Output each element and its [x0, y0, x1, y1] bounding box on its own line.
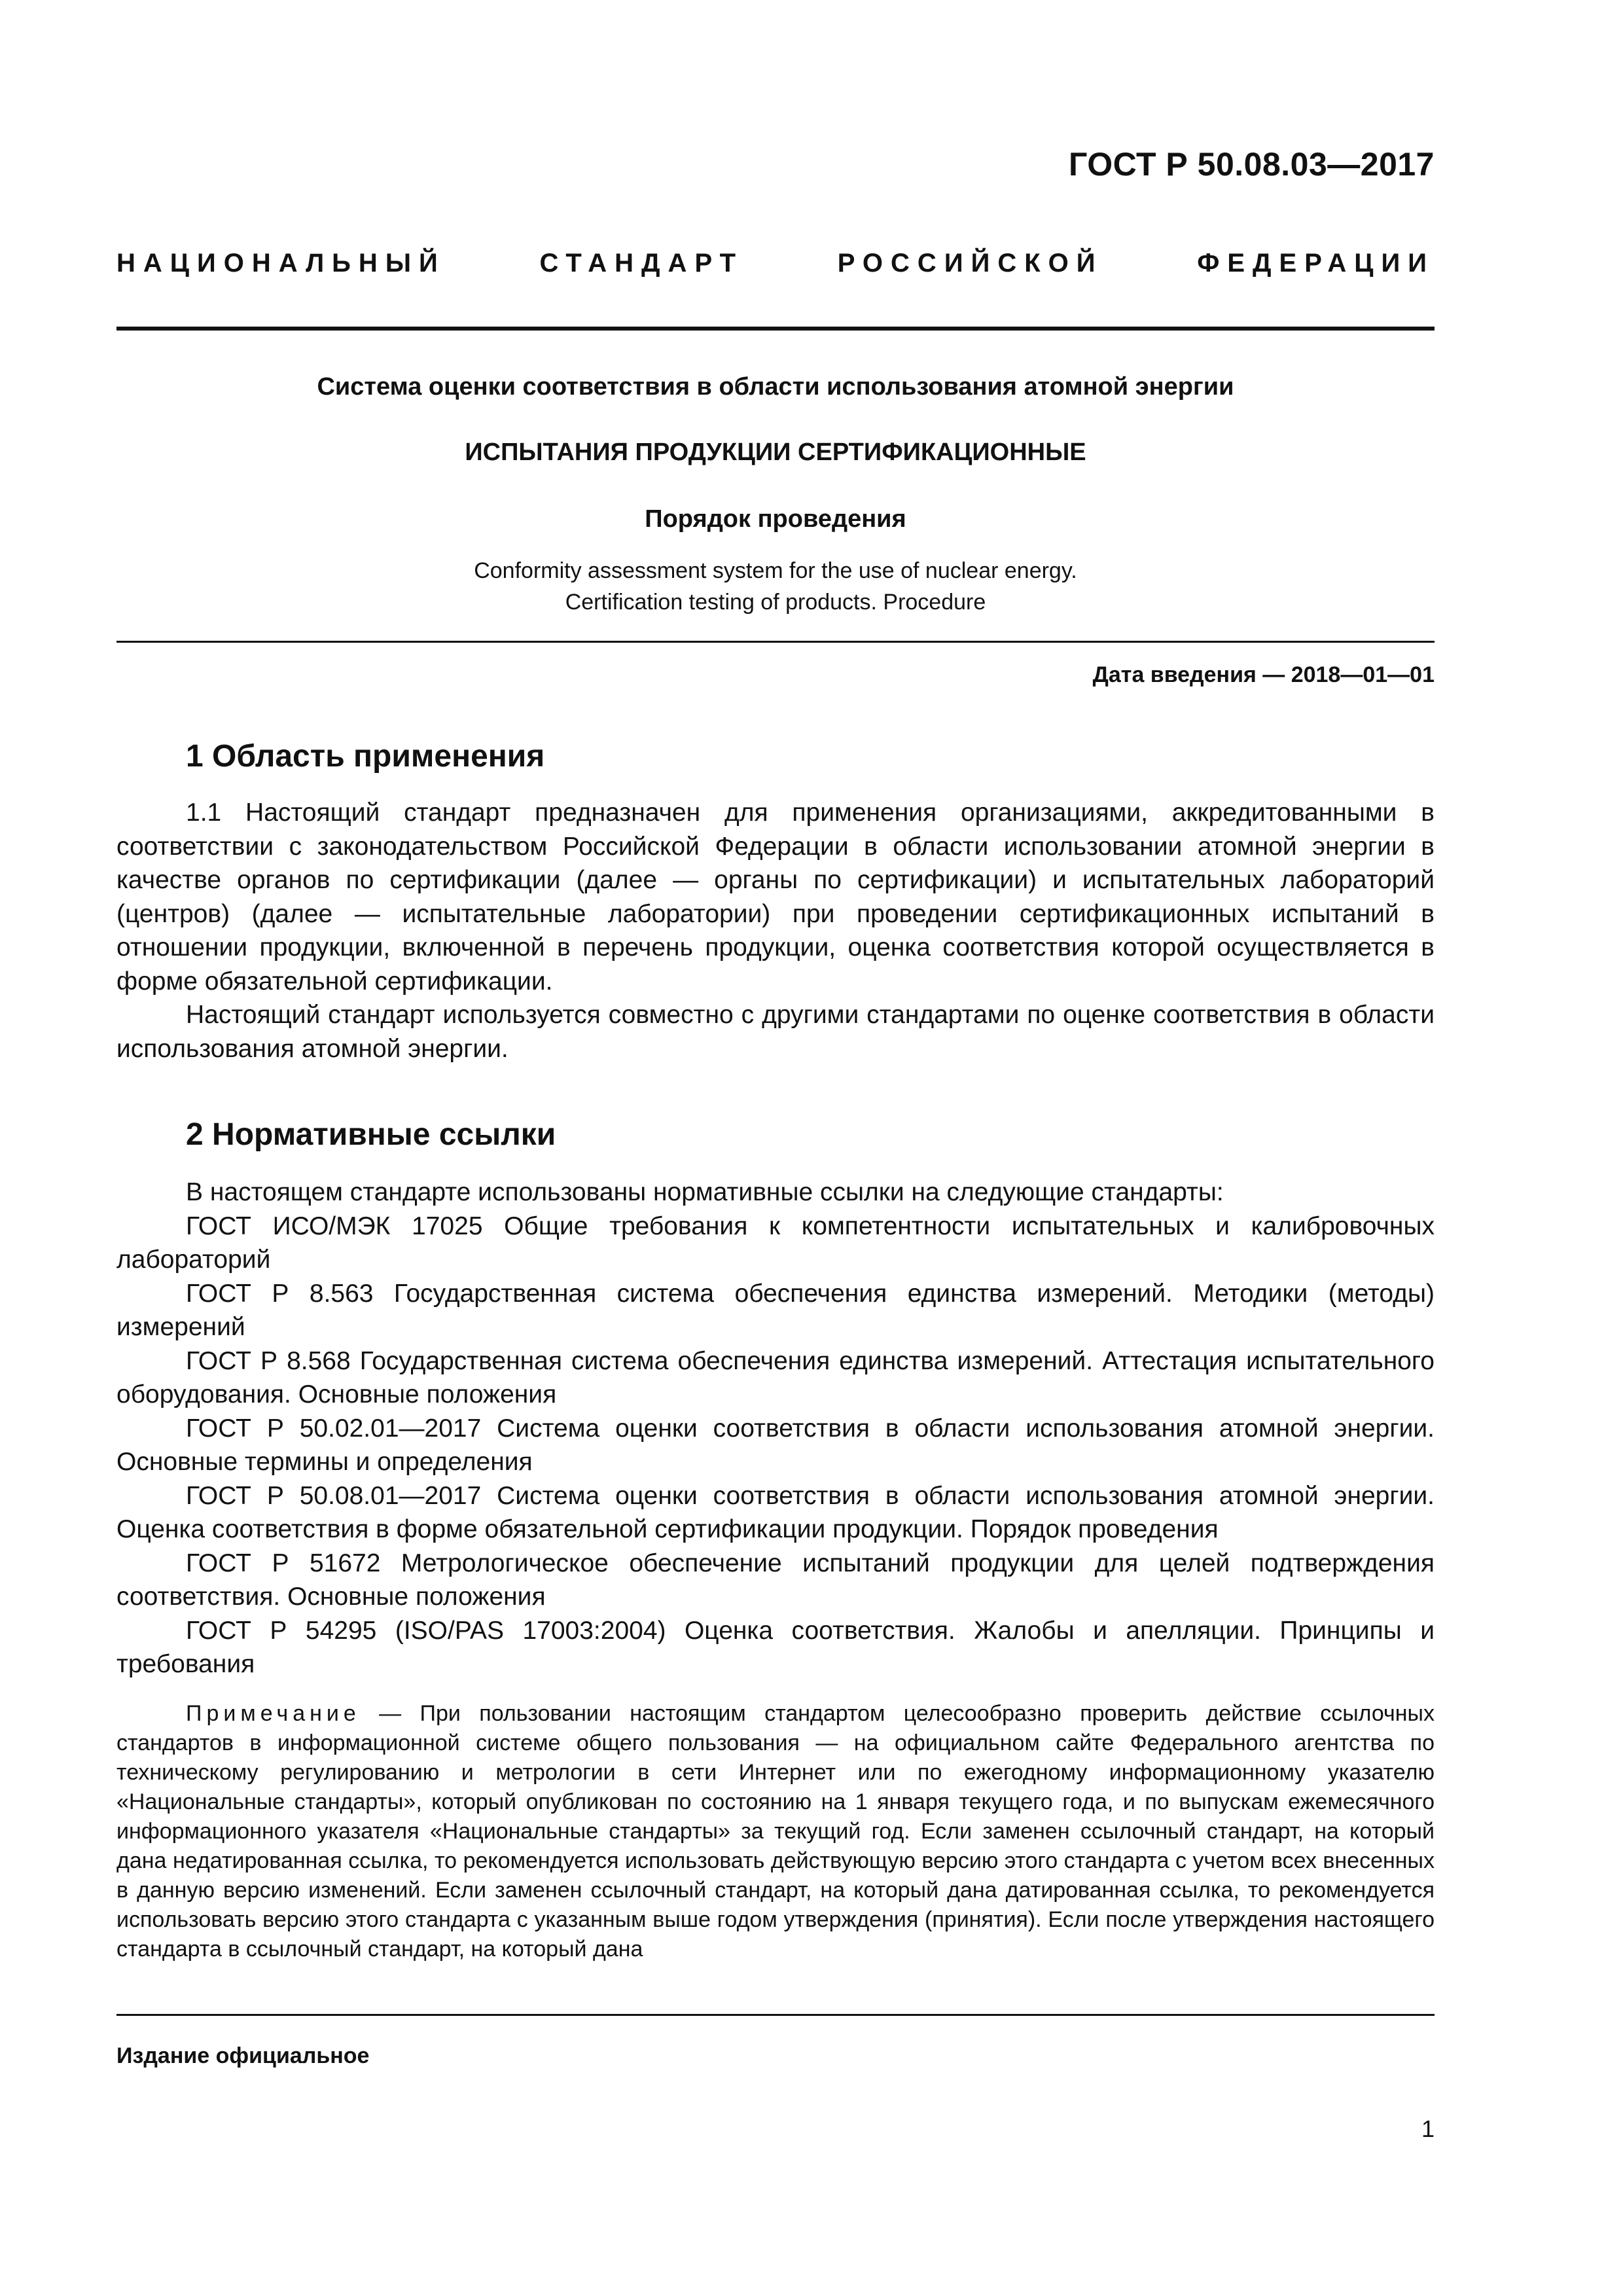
title-divider	[116, 641, 1435, 643]
reference-item: ГОСТ Р 51672 Метрологическое обеспечение испытаний продукции для целей подтверждения соответствия. Основные положения	[116, 1549, 1435, 1611]
english-title-line-1: Conformity assessment system for the use of nuclear energy.	[474, 558, 1077, 583]
reference-item: ГОСТ Р 50.08.01—2017 Система оценки соответствия в области использования атомной энергии. Оценка соответствия в форме обязательной сертификации продукции. Порядок проведения	[116, 1481, 1435, 1543]
reference-item: ГОСТ Р 8.563 Государственная система обеспечения единства измерений. Методики (методы) измерений	[116, 1279, 1435, 1341]
header-divider	[116, 327, 1435, 331]
reference-item: ГОСТ Р 8.568 Государственная система обеспечения единства измерений. Аттестация испытательного оборудования. Основные положения	[116, 1346, 1435, 1408]
english-title-line-2: Certification testing of products. Procedure	[565, 590, 986, 615]
subtitle: Порядок проведения	[645, 505, 906, 533]
reference-item: ГОСТ Р 50.02.01—2017 Система оценки соответствия в области использования атомной энергии. Основные термины и определения	[116, 1414, 1435, 1476]
section-1-body	[116, 796, 1435, 1066]
reference-item: ГОСТ Р 54295 (ISO/PAS 17003:2004) Оценка соответствия. Жалобы и апелляции. Принципы и требования	[116, 1616, 1435, 1678]
note-label: Примечание	[186, 1701, 361, 1726]
introduction-date: Дата введения — 2018—01—01	[1092, 662, 1435, 687]
standard-code: ГОСТ Р 50.08.03—2017	[1069, 146, 1435, 183]
page-number: 1	[1421, 2115, 1435, 2142]
english-title	[116, 555, 1435, 618]
note-paragraph	[116, 1699, 1435, 1964]
paragraph: Настоящий стандарт используется совместно с другими стандартами по оценке соответствия в области использования атомной энергии.	[116, 1001, 1435, 1063]
official-edition-label: Издание официальное	[116, 2043, 370, 2068]
section-2-heading: 2 Нормативные ссылки	[186, 1117, 556, 1152]
paragraph: В настоящем стандарте использованы нормативные ссылки на следующие стандарты:	[186, 1178, 1224, 1206]
reference-item: ГОСТ ИСО/МЭК 17025 Общие требования к компетентности испытательных и калибровочных лабораторий	[116, 1211, 1435, 1274]
footer-divider	[116, 2014, 1435, 2016]
paragraph: 1.1 Настоящий стандарт предназначен для применения организациями, аккредитованными в соответствии с законодательством Российской Федерации в области использовании атомной энергии в качестве органов по сертификации (далее — органы по сертификации) и испытательных лабораторий (центров) (далее — испытательные лаборатории) при проведении сертификационных испытаний в отношении продукции, включенной в перечень продукции, оценка соответствия которой осуществляется в форме обязательной сертификации.	[116, 798, 1435, 996]
system-title: Система оценки соответствия в области использования атомной энергии	[317, 373, 1234, 401]
note-block	[116, 1699, 1435, 1964]
note-text: — При пользовании настоящим стандартом целесообразно проверить действие ссылочных стандартов в информационной системе общего пользования — на официальном сайте Федерального агентства по техническому регулированию и метрологии в сети Интернет или по ежегодному информационному указателю «Национальные стандарты», который опубликован по состоянию на 1 января текущего года, и по выпускам ежемесячного информационного указателя «Национальные стандарты» за текущий год. Если заменен ссылочный стандарт, на который дана недатированная ссылка, то рекомендуется использовать действующую версию этого стандарта с учетом всех внесенных в данную версию изменений. Если заменен ссылочный стандарт, на который дана датированная ссылка, то рекомендуется использовать версию этого стандарта с указанным выше годом утверждения (принятия). Если после утверждения настоящего стандарта в ссылочный стандарт, на который дана	[116, 1701, 1435, 1962]
section-2-body	[116, 1175, 1435, 1681]
main-title: ИСПЫТАНИЯ ПРОДУКЦИИ СЕРТИФИКАЦИОННЫЕ	[465, 439, 1086, 466]
section-1-heading: 1 Область применения	[186, 739, 545, 774]
national-standard-banner: НАЦИОНАЛЬНЫЙ СТАНДАРТ РОССИЙСКОЙ ФЕДЕРАЦИИ	[116, 249, 1435, 278]
